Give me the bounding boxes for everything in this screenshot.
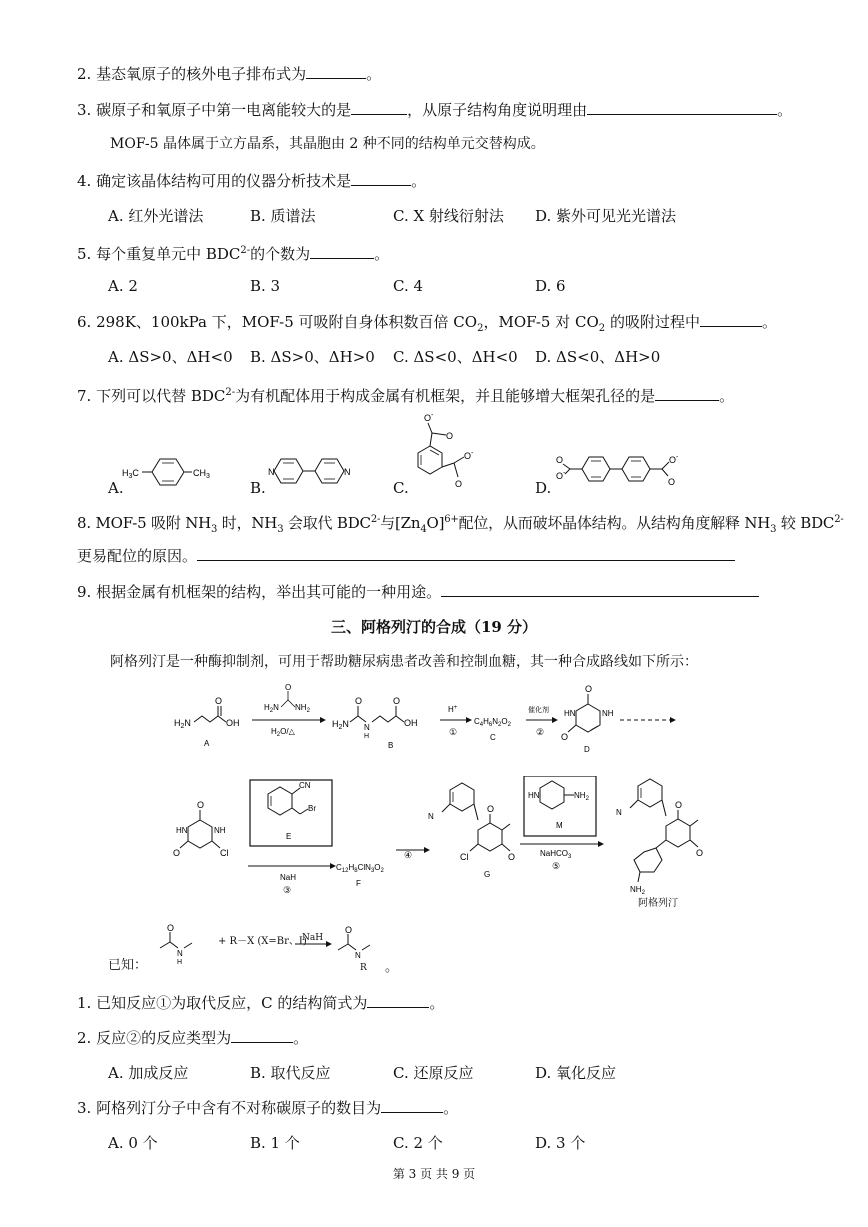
svg-text:O: O xyxy=(455,479,463,489)
q5-sup: 2- xyxy=(240,245,251,256)
synthesis-scheme-row1 xyxy=(168,680,688,762)
question-2 xyxy=(77,64,381,84)
question-8-line2 xyxy=(77,546,735,566)
q8-sup: 2- xyxy=(834,514,844,525)
svg-text:O-: O- xyxy=(464,450,474,461)
svg-text:N: N xyxy=(344,467,351,477)
answer-blank[interactable] xyxy=(587,100,777,115)
q8-sub: 3 xyxy=(770,524,777,535)
q8-text: 8. MOF-5 吸附 NH xyxy=(77,514,212,532)
mof-intro: MOF-5 晶体属于立方晶系，其晶胞由 2 种不同的结构单元交替构成。 xyxy=(110,136,545,152)
synthesis-scheme-row2 xyxy=(168,776,728,904)
answer-blank[interactable] xyxy=(700,312,762,327)
s3q3-option-d[interactable]: D. 3 个 xyxy=(535,1134,586,1152)
svg-text:O: O xyxy=(675,800,683,810)
known-r: R xyxy=(360,963,367,973)
answer-blank[interactable] xyxy=(381,1098,443,1113)
svg-text:O: O xyxy=(215,696,223,706)
q5-option-c[interactable]: C. 4 xyxy=(393,277,424,295)
s3q3-option-b[interactable]: B. 1 个 xyxy=(250,1134,300,1152)
section-title: 三、阿格列汀的合成（19 分） xyxy=(330,618,538,636)
svg-text:N: N xyxy=(268,467,275,477)
q5-option-b[interactable]: B. 3 xyxy=(250,277,281,295)
s3q3-option-a[interactable]: A. 0 个 xyxy=(108,1134,158,1152)
s3q2-option-b[interactable]: B. 取代反应 xyxy=(250,1064,331,1082)
svg-text:N: N xyxy=(616,808,622,817)
q7-sup: 2- xyxy=(225,387,236,398)
svg-text:催化剂: 催化剂 xyxy=(528,707,549,714)
label-e: E xyxy=(286,832,292,841)
answer-blank[interactable] xyxy=(351,100,407,115)
q7-option-d[interactable]: D. xyxy=(535,479,552,497)
page-footer: 第 3 页 共 9 页 xyxy=(392,1167,476,1181)
known-end: 。 xyxy=(385,960,399,975)
label-d: D xyxy=(584,745,590,754)
svg-text:CH3: $CH_3$ xyxy=(193,468,210,480)
q4-option-c[interactable]: C. X 射线衍射法 xyxy=(393,207,504,225)
q7-option-a[interactable]: A. xyxy=(108,479,124,497)
label-m: M xyxy=(556,821,563,830)
svg-text:O-: O- xyxy=(424,413,434,423)
q6-sub: 2 xyxy=(477,323,484,334)
q5-option-a[interactable]: A. 2 xyxy=(108,277,138,295)
svg-text:NaH: NaH xyxy=(280,873,297,882)
svg-text:O: O xyxy=(508,852,516,862)
s3q2-option-c[interactable]: C. 还原反应 xyxy=(393,1064,474,1082)
s3q2-option-d[interactable]: D. 氧化反应 xyxy=(535,1064,617,1082)
svg-text:O: O xyxy=(556,455,564,465)
period: 。 xyxy=(293,1029,309,1047)
q6-option-a[interactable]: A. ΔS>0、ΔH<0 xyxy=(108,348,233,366)
answer-blank[interactable] xyxy=(306,64,366,79)
q6-text-b: ，MOF-5 对 CO xyxy=(483,313,599,331)
period: 。 xyxy=(374,245,390,263)
svg-text:O: O xyxy=(197,800,205,810)
s3q2-option-a[interactable]: A. 加成反应 xyxy=(108,1064,189,1082)
s3-question-3 xyxy=(77,1098,458,1118)
svg-text:Br: Br xyxy=(308,804,316,813)
q6-option-b[interactable]: B. ΔS>0、ΔH>0 xyxy=(250,348,375,366)
s3-question-1 xyxy=(77,993,444,1013)
question-6 xyxy=(77,312,777,339)
answer-blank[interactable] xyxy=(441,582,759,597)
svg-text:②: ② xyxy=(536,727,545,737)
q8-sub: 3 xyxy=(277,524,284,535)
q8-text: O] xyxy=(426,514,445,532)
svg-text:O: O xyxy=(285,683,292,692)
svg-text:O: O xyxy=(355,696,363,706)
svg-text:H3C: $H_3C$ xyxy=(122,468,139,480)
answer-blank[interactable] xyxy=(310,244,374,259)
svg-text:OH: OH xyxy=(404,718,418,728)
section-intro: 阿格列汀是一种酶抑制剂，可用于帮助糖尿病患者改善和控制血糖，其一种合成路线如下所示： xyxy=(110,654,698,670)
q8-sup: 2- xyxy=(370,514,381,525)
s3q3-text: 3. 阿格列汀分子中含有不对称碳原子的数目为 xyxy=(77,1099,382,1117)
bipyridine-structure xyxy=(268,442,363,492)
question-5 xyxy=(77,241,389,264)
label-f: F xyxy=(356,879,361,888)
q8-text: 较 BDC xyxy=(776,514,835,532)
label-c: C xyxy=(490,733,496,742)
svg-text:O-: O- xyxy=(556,470,566,481)
svg-text:O: O xyxy=(487,804,495,814)
svg-text:H+: H+ xyxy=(448,705,458,714)
nh2-label: $H_2N$ xyxy=(174,718,191,730)
label-b: B xyxy=(388,741,394,750)
svg-text:O: O xyxy=(173,848,181,858)
svg-text:Cl: Cl xyxy=(220,848,229,858)
period: 。 xyxy=(777,101,793,119)
q6-text-c: 的吸附过程中 xyxy=(605,313,700,331)
known-reagent: NaH xyxy=(302,933,324,943)
q8-sub: 3 xyxy=(211,524,218,535)
formula-f: $C_{12}H_8ClN_3O_2$ xyxy=(336,863,384,874)
q5-option-d[interactable]: D. 6 xyxy=(535,277,566,295)
biphenyl-dicarboxylate-structure xyxy=(556,445,696,493)
q8-line2-text: 更易配位的原因。 xyxy=(77,547,198,565)
question-8 xyxy=(77,510,844,540)
svg-text:NH2: $NH_2$ xyxy=(630,885,645,896)
svg-text:N: N xyxy=(364,723,370,732)
q8-sub: 4 xyxy=(420,524,427,535)
svg-text:O: O xyxy=(446,431,454,441)
period: 。 xyxy=(366,65,382,83)
svg-text:H: H xyxy=(364,733,370,740)
known-label: 已知： xyxy=(108,958,148,973)
q8-text: 时，NH xyxy=(217,514,278,532)
svg-text:OH: OH xyxy=(226,718,240,728)
svg-text:NaHCO3: NaHCO$_3$ xyxy=(540,849,572,860)
period: 。 xyxy=(429,994,445,1012)
question-3 xyxy=(77,100,792,120)
q6-option-d[interactable]: D. ΔS<0、ΔH>0 xyxy=(535,348,661,366)
svg-text:HN: HN xyxy=(564,709,576,718)
q5-text-a: 5. 每个重复单元中 BDC xyxy=(77,245,241,263)
answer-blank[interactable] xyxy=(351,171,411,186)
isophthalate-structure xyxy=(408,413,488,493)
svg-text:④: ④ xyxy=(404,850,413,860)
svg-text:N: N xyxy=(428,812,434,821)
product-label: 阿格列汀 xyxy=(638,898,678,909)
svg-text:HN: HN xyxy=(176,826,188,835)
q7-option-b[interactable]: B. xyxy=(250,479,266,497)
svg-text:NH: NH xyxy=(214,826,226,835)
svg-text:①: ① xyxy=(449,727,458,737)
svg-text:H2O/△: $H_2O/\triangle$ xyxy=(271,727,295,738)
svg-text:HN: HN xyxy=(528,791,540,800)
svg-text:⑤: ⑤ xyxy=(552,861,561,871)
svg-text:O: O xyxy=(696,848,704,858)
svg-text:③: ③ xyxy=(283,885,292,895)
question-3-mid: ，从原子结构角度说明理由 xyxy=(407,101,588,119)
period: 。 xyxy=(443,1099,459,1117)
q7-option-c[interactable]: C. xyxy=(393,479,409,497)
svg-text:O: O xyxy=(345,925,353,935)
q8-text: 配位，从而破坏晶体结构。从结构角度解释 NH xyxy=(458,514,771,532)
q6-option-c[interactable]: C. ΔS<0、ΔH<0 xyxy=(393,348,518,366)
period: 。 xyxy=(761,313,777,331)
q8-text: 与[Zn xyxy=(380,514,421,532)
svg-text:CN: CN xyxy=(299,781,311,790)
svg-text:H2N: $H_2N$ xyxy=(264,703,279,714)
q6-sub: 2 xyxy=(598,323,606,334)
svg-text:N: N xyxy=(355,951,361,960)
answer-blank[interactable] xyxy=(231,1028,293,1043)
q5-text-b: 的个数为 xyxy=(250,245,311,263)
question-4 xyxy=(77,171,426,191)
svg-text:H: H xyxy=(177,959,183,966)
q6-text-a: 6. 298K、100kPa 下，MOF-5 可吸附自身体积数百倍 CO xyxy=(77,313,478,331)
q4-option-d[interactable]: D. 紫外可见光光谱法 xyxy=(535,207,677,225)
answer-blank[interactable] xyxy=(367,993,429,1008)
svg-text:NH2: $NH_2$ xyxy=(574,791,589,802)
question-9 xyxy=(77,582,759,602)
s3q3-option-c[interactable]: C. 2 个 xyxy=(393,1134,443,1152)
q7-text-b: 为有机配体用于构成金属有机框架，并且能够增大框架孔径的是 xyxy=(235,387,656,405)
q4-option-b[interactable]: B. 质谱法 xyxy=(250,207,316,225)
svg-text:O: O xyxy=(668,477,676,487)
period: 。 xyxy=(719,387,735,405)
label-g: G xyxy=(484,870,491,879)
svg-text:O: O xyxy=(167,923,175,933)
question-7 xyxy=(77,383,734,406)
svg-text:NH: NH xyxy=(602,709,614,718)
period: 。 xyxy=(411,172,427,190)
s3q2-text: 2. 反应②的反应类型为 xyxy=(77,1029,232,1047)
q4-option-a[interactable]: A. 红外光谱法 xyxy=(108,207,204,225)
formula-c: $C_4H_6N_2O_2$ xyxy=(474,717,511,728)
svg-text:O: O xyxy=(585,684,593,694)
q7-text-a: 7. 下列可以代替 BDC xyxy=(77,387,226,405)
s3-question-2 xyxy=(77,1028,308,1048)
svg-text:N: N xyxy=(177,949,183,958)
question-3-text: 3. 碳原子和氧原子中第一电离能较大的是 xyxy=(77,101,352,119)
known-reaction-text: + R－X (X=Br、I) xyxy=(218,936,307,947)
svg-text:Cl: Cl xyxy=(460,852,469,862)
answer-blank[interactable] xyxy=(197,546,735,561)
svg-text:O: O xyxy=(561,732,569,742)
question-2-text: 2. 基态氧原子的核外电子排布式为 xyxy=(77,65,307,83)
svg-text:O-: O- xyxy=(669,454,679,465)
q8-text: 会取代 BDC xyxy=(283,514,371,532)
question-4-text: 4. 确定该晶体结构可用的仪器分析技术是 xyxy=(77,172,352,190)
q9-text: 9. 根据金属有机框架的结构，举出其可能的一种用途。 xyxy=(77,583,442,601)
answer-blank[interactable] xyxy=(655,386,719,401)
svg-text:NH2: $NH_2$ xyxy=(295,703,310,714)
svg-text:O: O xyxy=(393,696,401,706)
q8-sup: 6+ xyxy=(444,514,459,525)
svg-text:H2N: $H_2N$ xyxy=(332,719,349,731)
p-xylene-structure xyxy=(120,445,220,495)
label-a: A xyxy=(204,739,210,748)
s3q1-text: 1. 已知反应①为取代反应，C 的结构简式为 xyxy=(77,994,368,1012)
